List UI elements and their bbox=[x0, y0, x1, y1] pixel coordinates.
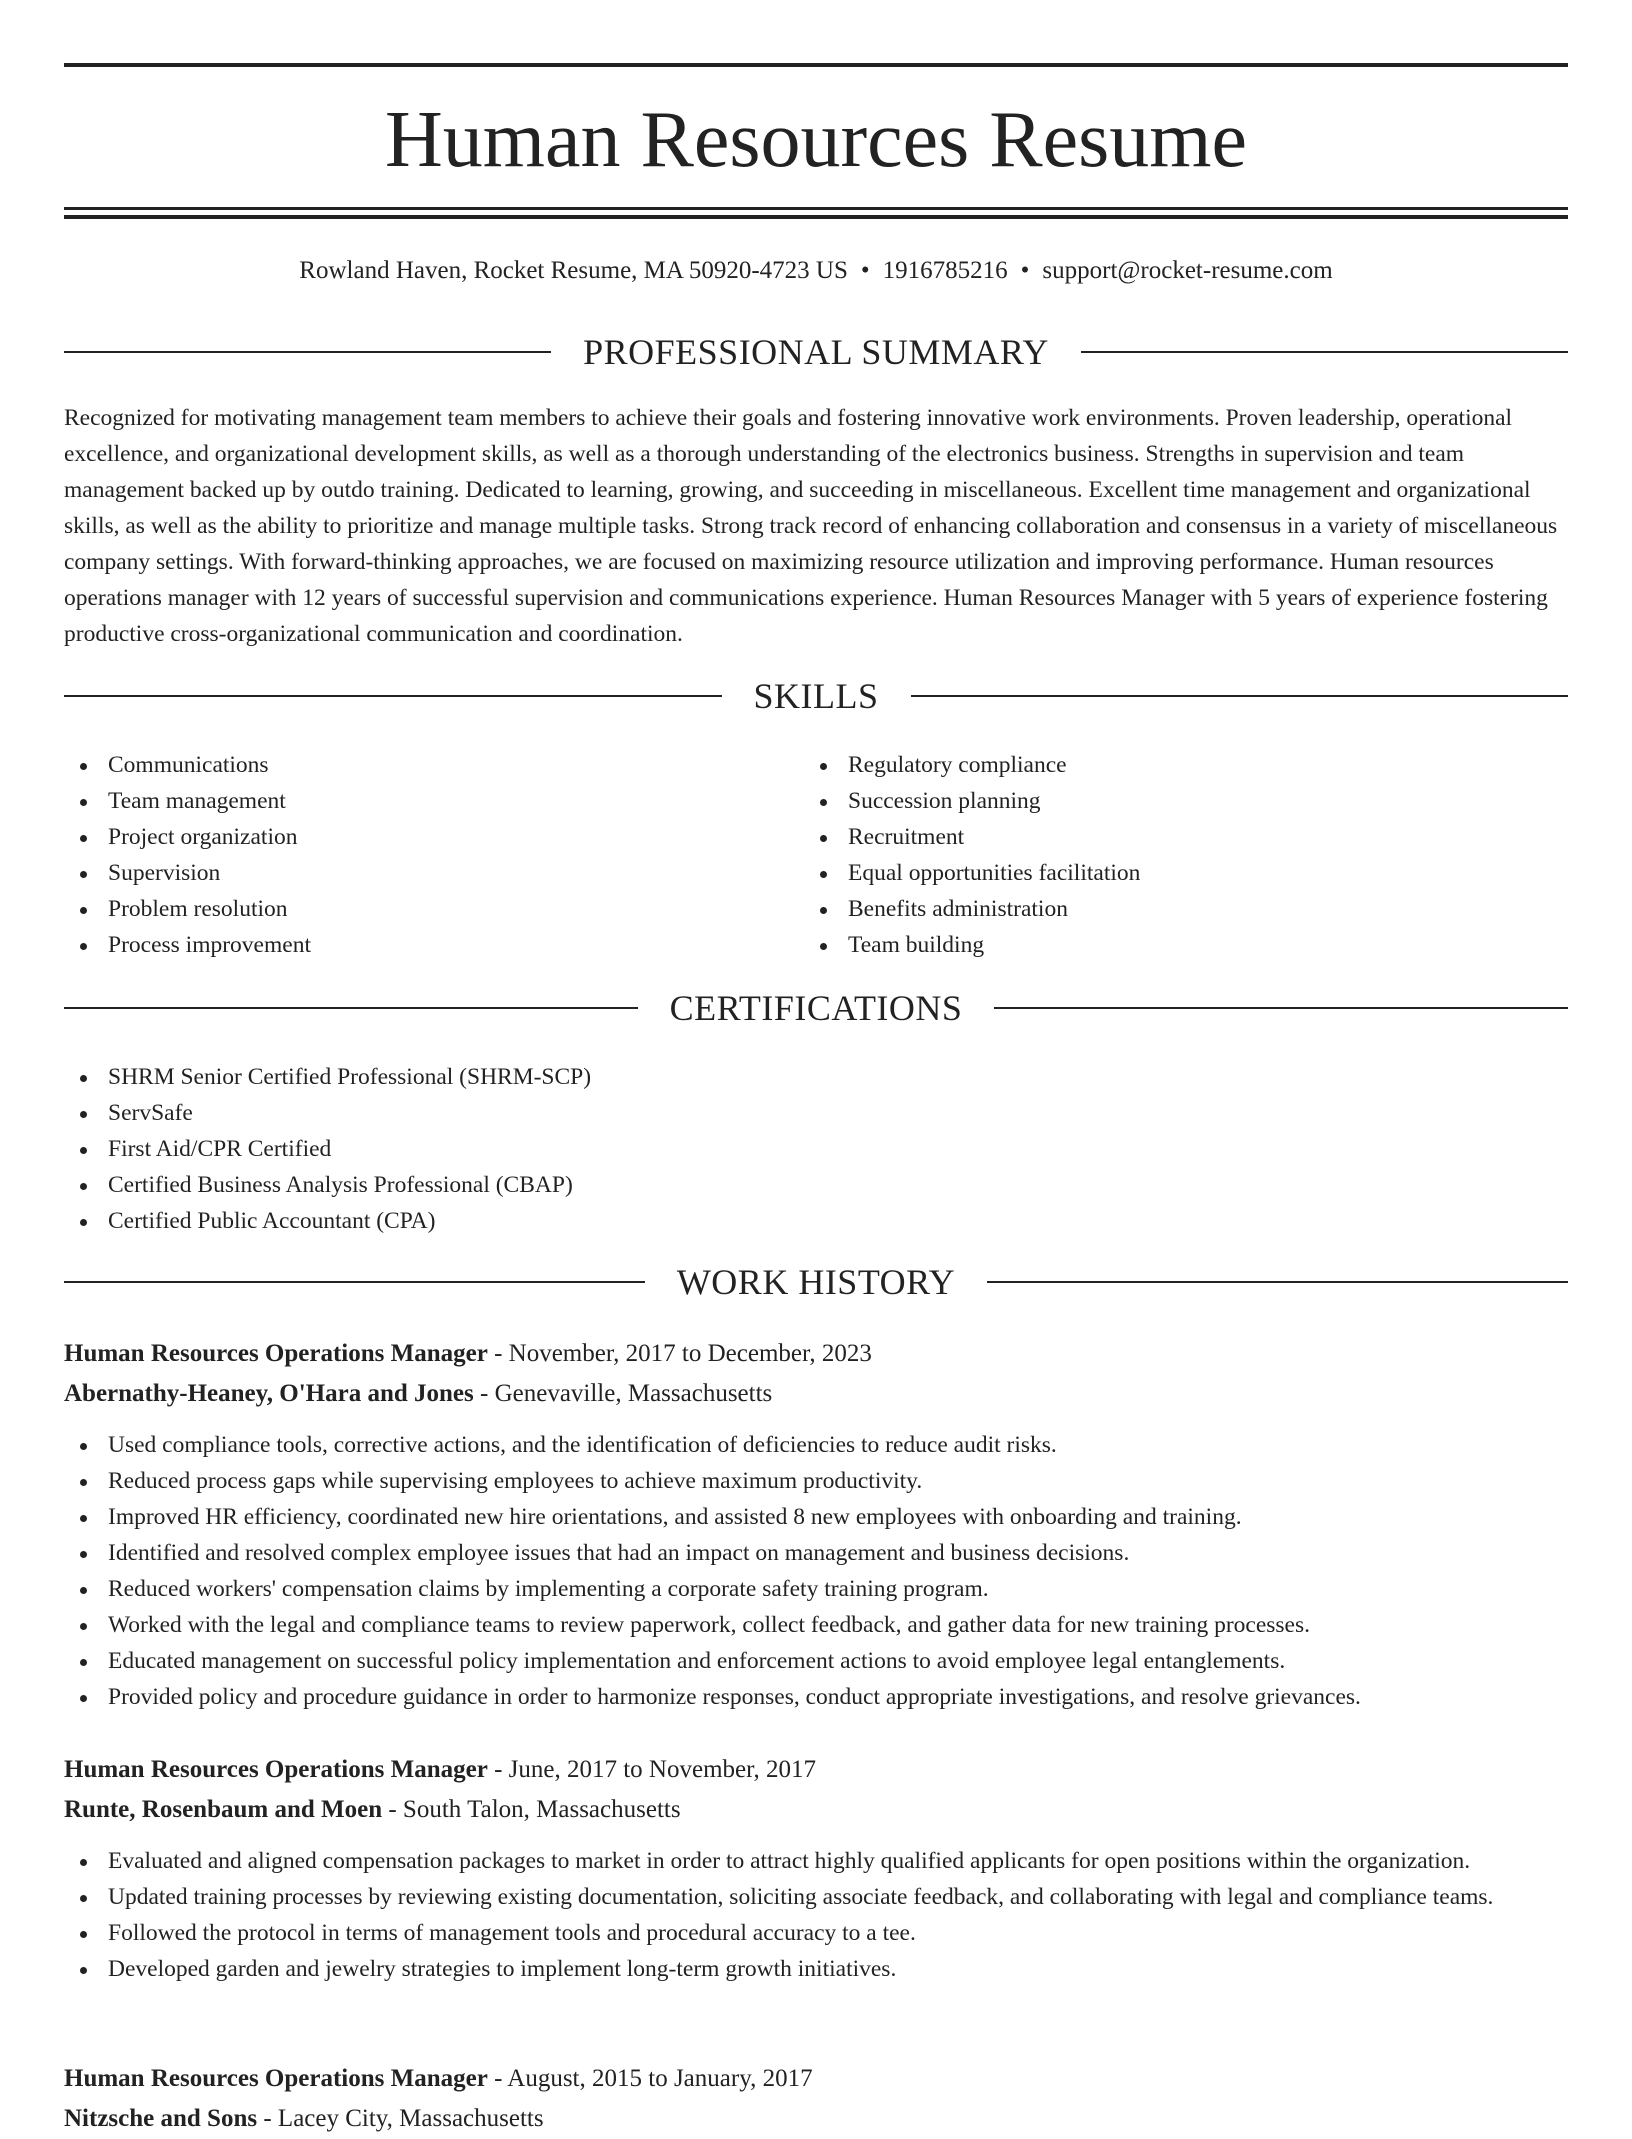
job-company: Nitzsche and Sons bbox=[64, 2105, 258, 2132]
contact-separator: • bbox=[860, 257, 870, 284]
job-dates: - August, 2015 to January, 2017 bbox=[487, 2065, 813, 2092]
job-duty: Worked with the legal and compliance teams to review paperwork, collect feedback, and gather data for new training processes. bbox=[64, 1607, 1568, 1643]
summary-text: Recognized for motivating management team members to achieve their goals and fostering innovative work environments. Proven leadership, operational excellence, and organizational development skills, as well as a thorough understanding of the electronics business. Strengths in supervision and team management backed up by outdo training. Dedicated to learning, growing, and succeeding in miscellaneous. Excellent time management and organizational skills, as well as the ability to prioritize and manage multiple tasks. Strong track record of enhancing collaboration and consensus in a variety of miscellaneous company settings. With forward-thinking approaches, we are focused on maximizing resource utilization and improving performance. Human resources operations manager with 12 years of successful supervision and communications experience. Human Resources Manager with 5 years of experience fostering productive cross-organizational communication and coordination. bbox=[64, 405, 1558, 647]
skill-item: Project organization bbox=[64, 819, 804, 855]
job-company-line bbox=[64, 1374, 1568, 1414]
title-rule-lower bbox=[64, 215, 1568, 219]
divider bbox=[64, 351, 551, 353]
skill-item: Problem resolution bbox=[64, 891, 804, 927]
divider bbox=[994, 1007, 1568, 1009]
section-title: CERTIFICATIONS bbox=[669, 988, 963, 1028]
divider bbox=[1081, 351, 1568, 353]
job-company: Abernathy-Heaney, O'Hara and Jones bbox=[64, 1380, 474, 1407]
skill-item: Equal opportunities facilitation bbox=[804, 855, 1568, 891]
job-duty: Evaluated and aligned compensation packages to market in order to attract highly qualified applicants for open positions within the organization. bbox=[64, 1843, 1568, 1879]
job-company: Runte, Rosenbaum and Moen bbox=[64, 1796, 383, 1823]
section-title: WORK HISTORY bbox=[676, 1262, 956, 1302]
skill-item: Team building bbox=[804, 927, 1568, 963]
certification-item: First Aid/CPR Certified bbox=[64, 1131, 1568, 1167]
job-location: - South Talon, Massachusetts bbox=[382, 1796, 681, 1823]
job-title: Human Resources Operations Manager bbox=[64, 1340, 488, 1367]
job-duties-list bbox=[64, 1843, 1568, 1987]
divider bbox=[64, 1007, 638, 1009]
skill-item: Regulatory compliance bbox=[804, 747, 1568, 783]
skill-item: Recruitment bbox=[804, 819, 1568, 855]
skill-item: Benefits administration bbox=[804, 891, 1568, 927]
title-rule-upper bbox=[64, 207, 1568, 210]
job-duty: Followed the protocol in terms of management tools and procedural accuracy to a tee. bbox=[64, 1915, 1568, 1951]
contact-phone: 1916785216 bbox=[882, 257, 1008, 284]
skills-list-right bbox=[804, 747, 1568, 963]
page-title: Human Resources Resume bbox=[384, 96, 1248, 184]
skills-list-left bbox=[64, 747, 804, 963]
job-title-line bbox=[64, 2059, 1568, 2099]
skill-item: Process improvement bbox=[64, 927, 804, 963]
job-company-line bbox=[64, 1790, 1568, 1830]
job-duties-list bbox=[64, 1427, 1568, 1715]
job-duty: Educated management on successful policy implementation and enforcement actions to avoid employee legal entanglements. bbox=[64, 1643, 1568, 1679]
certification-item: Certified Business Analysis Professional (CBAP) bbox=[64, 1167, 1568, 1203]
section-heading-skills bbox=[64, 673, 1568, 719]
job-company-line bbox=[64, 2099, 1568, 2139]
section-heading-summary bbox=[64, 329, 1568, 375]
job-title: Human Resources Operations Manager bbox=[64, 2065, 488, 2092]
skill-item: Communications bbox=[64, 747, 804, 783]
certification-item: ServSafe bbox=[64, 1095, 1568, 1131]
section-heading-certifications bbox=[64, 985, 1568, 1031]
job-location: - Genevaville, Massachusetts bbox=[473, 1380, 773, 1407]
job-duty: Improved HR efficiency, coordinated new hire orientations, and assisted 8 new employees with onboarding and training. bbox=[64, 1499, 1568, 1535]
job-dates: - June, 2017 to November, 2017 bbox=[487, 1756, 816, 1783]
skill-item: Supervision bbox=[64, 855, 804, 891]
job-dates: - November, 2017 to December, 2023 bbox=[487, 1340, 872, 1367]
skill-item: Succession planning bbox=[804, 783, 1568, 819]
divider bbox=[64, 695, 722, 697]
job-duty: Reduced process gaps while supervising employees to achieve maximum productivity. bbox=[64, 1463, 1568, 1499]
job-duty: Used compliance tools, corrective actions, and the identification of deficiencies to reduce audit risks. bbox=[64, 1427, 1568, 1463]
job-duty: Reduced workers' compensation claims by implementing a corporate safety training program. bbox=[64, 1571, 1568, 1607]
section-title: SKILLS bbox=[753, 676, 879, 716]
job-title: Human Resources Operations Manager bbox=[64, 1756, 488, 1783]
skill-item: Team management bbox=[64, 783, 804, 819]
job-title-line bbox=[64, 1750, 1568, 1790]
section-title: PROFESSIONAL SUMMARY bbox=[583, 332, 1049, 372]
job-duty: Identified and resolved complex employee issues that had an impact on management and business decisions. bbox=[64, 1535, 1568, 1571]
divider bbox=[987, 1281, 1568, 1283]
contact-email: support@rocket-resume.com bbox=[1042, 257, 1333, 284]
job-duty: Developed garden and jewelry strategies to implement long-term growth initiatives. bbox=[64, 1951, 1568, 1987]
certification-item: SHRM Senior Certified Professional (SHRM-SCP) bbox=[64, 1059, 1568, 1095]
top-rule bbox=[64, 63, 1568, 67]
job-duty: Provided policy and procedure guidance in order to harmonize responses, conduct appropriate investigations, and resolve grievances. bbox=[64, 1679, 1568, 1715]
contact-line bbox=[64, 254, 1568, 288]
divider bbox=[64, 1281, 645, 1283]
divider bbox=[911, 695, 1569, 697]
job-location: - Lacey City, Massachusetts bbox=[257, 2105, 544, 2132]
certification-item: Certified Public Accountant (CPA) bbox=[64, 1203, 1568, 1239]
section-heading-work-history bbox=[64, 1259, 1568, 1305]
job-duty: Updated training processes by reviewing existing documentation, soliciting associate feedback, and collaborating with legal and compliance teams. bbox=[64, 1879, 1568, 1915]
contact-separator: • bbox=[1020, 257, 1030, 284]
contact-address: Rowland Haven, Rocket Resume, MA 50920-4723 US bbox=[299, 257, 848, 284]
job-title-line bbox=[64, 1334, 1568, 1374]
certifications-list bbox=[64, 1059, 1568, 1239]
